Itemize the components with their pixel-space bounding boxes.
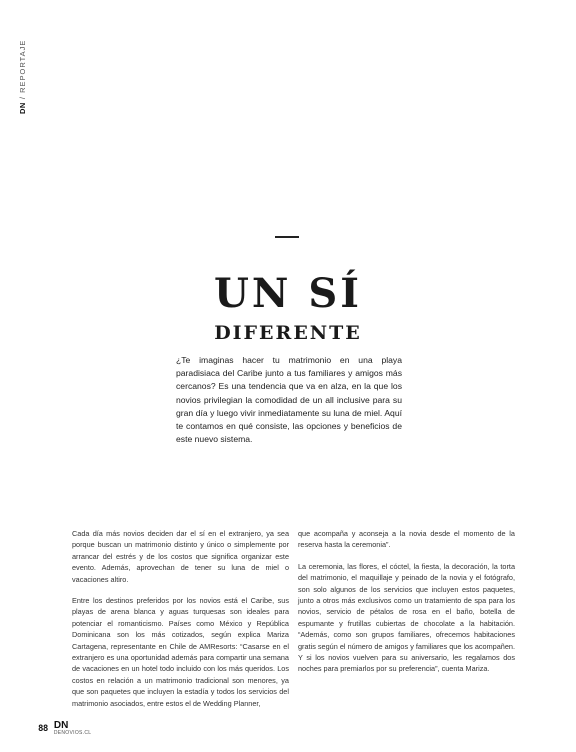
brand-logo: DN [53, 720, 69, 731]
body-column-left [72, 528, 289, 719]
page-footer [38, 721, 91, 736]
title-dash [275, 236, 299, 238]
section-brand: DN [18, 102, 27, 114]
page-number: 88 [38, 723, 48, 734]
article-subtitle: DIFERENTE [214, 322, 362, 344]
body-paragraph: Cada día más novios deciden dar el sí en el extranjero, ya sea porque buscan un matrimonio distinto y único o simplemente por arrancar del estrés y de los costos que significa organizar este evento. Además, aprovechan de tener su luna de miel o vacaciones altiro. [72, 529, 289, 584]
body-paragraph: que acompaña y aconseja a la novia desde el momento de la reserva hasta la ceremonia”. [298, 529, 515, 550]
footer-brand [54, 721, 91, 736]
section-separator: / [18, 92, 27, 103]
section-name: REPORTAJE [18, 39, 27, 93]
article-title: UN SÍ [214, 270, 362, 317]
body-column-right [298, 528, 515, 685]
article-lead: ¿Te imaginas hacer tu matrimonio en una playa paradisiaca del Caribe junto a tus familiares y amigos más cercanos? Es una tendencia que va en alza, en la que los novios privilegian la comodidad de un all inclusive para su gran día y luego vivir inmediatamente su luna de miel. Aquí te contamos en qué consiste, las opciones y beneficios de este nuevo sistema. [176, 355, 402, 445]
section-label [6, 34, 27, 114]
body-paragraph: Entre los destinos preferidos por los novios está el Caribe, sus playas de arena blanca y aguas turquesas son ideales para potenciar el romanticismo. Países como México y República Dominicana son los más cotizados, según explica Mariza Cartagena, representante en Chile de AMResorts: “Casarse en el extranjero es una oportunidad además para compartir una semana de vacaciones en un hotel todo incluido con los más queridos. Los costos en relación a un matrimonio tradicional son menores, ya que son paquetes que incluyen la estadía y todos los servicios del matrimonio asociados, entre estos el de Wedding Planner, [72, 596, 289, 708]
body-paragraph: La ceremonia, las flores, el cóctel, la fiesta, la decoración, la torta del matrimonio, el maquillaje y peinado de la novia y el fotógrafo, son solo algunos de los servicios que incluyen estos paquetes, junto a otros más exclusivos como un tratamiento de spa para los novios, servicio de pétalos de rosa en el baño, botella de espumante y frutillas cubiertas de chocolate a la habitación. “Además, como son grupos familiares, ofrecemos habitaciones gratis según el número de amigos y familiares que los acompañen. Y si los novios vuelven para su aniversario, les regalamos dos noches para premiarlos por su preferencia”, cuenta Mariza. [298, 561, 515, 674]
brand-url: DENOVIOS.CL [53, 730, 92, 736]
